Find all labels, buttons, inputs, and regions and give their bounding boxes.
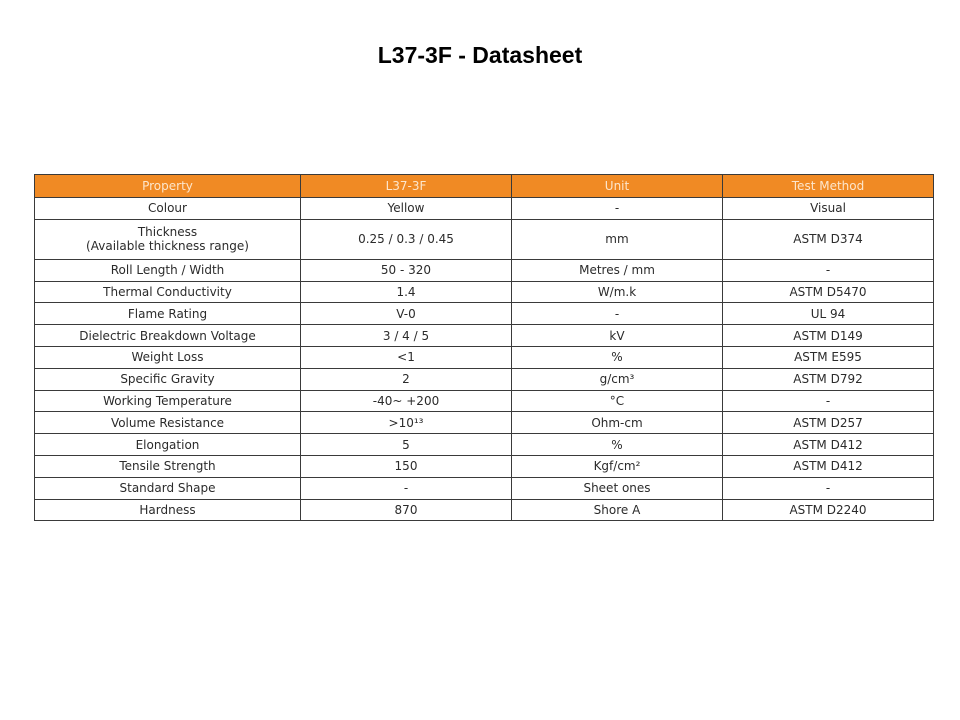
cell-method: Visual [723, 198, 934, 220]
cell-property: Thermal Conductivity [35, 281, 301, 303]
cell-value: 870 [301, 499, 512, 521]
table-row [35, 455, 934, 477]
cell-unit: Shore A [512, 499, 723, 521]
cell-method: UL 94 [723, 303, 934, 325]
table-row [35, 477, 934, 499]
header-product: L37-3F [301, 175, 512, 198]
cell-value: 50 - 320 [301, 259, 512, 281]
cell-value: 2 [301, 368, 512, 390]
cell-property: Elongation [35, 434, 301, 456]
cell-property-line: Thickness [137, 225, 198, 240]
cell-method: - [723, 259, 934, 281]
cell-method: ASTM D149 [723, 325, 934, 347]
table-row [35, 198, 934, 220]
cell-property: Dielectric Breakdown Voltage [35, 325, 301, 347]
cell-unit: Sheet ones [512, 477, 723, 499]
table-header-row [35, 175, 934, 198]
cell-value: >10¹³ [301, 412, 512, 434]
cell-value: 3 / 4 / 5 [301, 325, 512, 347]
cell-value: 1.4 [301, 281, 512, 303]
table-row [35, 499, 934, 521]
header-unit: Unit [512, 175, 723, 198]
page-title: L37-3F - Datasheet [377, 42, 583, 68]
cell-unit: W/m.k [512, 281, 723, 303]
cell-property-subline: (Available thickness range) [86, 239, 249, 254]
table-row [35, 259, 934, 281]
cell-value: 150 [301, 455, 512, 477]
cell-unit: % [512, 346, 723, 368]
table-row [35, 219, 934, 259]
table-row [35, 303, 934, 325]
header-property: Property [35, 175, 301, 198]
cell-property [35, 219, 301, 259]
cell-value: Yellow [301, 198, 512, 220]
cell-property: Weight Loss [35, 346, 301, 368]
datasheet-table [34, 174, 934, 521]
cell-value: 0.25 / 0.3 / 0.45 [301, 219, 512, 259]
cell-value: V-0 [301, 303, 512, 325]
cell-unit: Ohm-cm [512, 412, 723, 434]
cell-property: Roll Length / Width [35, 259, 301, 281]
table-row [35, 434, 934, 456]
table-row [35, 390, 934, 412]
cell-method: ASTM D412 [723, 455, 934, 477]
cell-unit: Kgf/cm² [512, 455, 723, 477]
cell-property: Specific Gravity [35, 368, 301, 390]
table-row [35, 325, 934, 347]
cell-method: - [723, 390, 934, 412]
table-row [35, 412, 934, 434]
cell-unit: % [512, 434, 723, 456]
cell-method: ASTM D2240 [723, 499, 934, 521]
cell-method: ASTM D792 [723, 368, 934, 390]
table-row [35, 281, 934, 303]
table-row [35, 346, 934, 368]
cell-unit: g/cm³ [512, 368, 723, 390]
cell-property: Standard Shape [35, 477, 301, 499]
cell-unit: °C [512, 390, 723, 412]
cell-unit: - [512, 303, 723, 325]
cell-property: Colour [35, 198, 301, 220]
cell-value: <1 [301, 346, 512, 368]
cell-method: - [723, 477, 934, 499]
cell-property: Volume Resistance [35, 412, 301, 434]
cell-method: ASTM D5470 [723, 281, 934, 303]
cell-method: ASTM D257 [723, 412, 934, 434]
cell-property: Tensile Strength [35, 455, 301, 477]
cell-property: Hardness [35, 499, 301, 521]
cell-unit: - [512, 198, 723, 220]
cell-method: ASTM E595 [723, 346, 934, 368]
cell-value: 5 [301, 434, 512, 456]
cell-unit: kV [512, 325, 723, 347]
cell-method: ASTM D412 [723, 434, 934, 456]
cell-property: Working Temperature [35, 390, 301, 412]
cell-property: Flame Rating [35, 303, 301, 325]
cell-unit: Metres / mm [512, 259, 723, 281]
cell-unit: mm [512, 219, 723, 259]
header-test-method: Test Method [723, 175, 934, 198]
cell-value: - [301, 477, 512, 499]
cell-value: -40~ +200 [301, 390, 512, 412]
table-row [35, 368, 934, 390]
cell-method: ASTM D374 [723, 219, 934, 259]
